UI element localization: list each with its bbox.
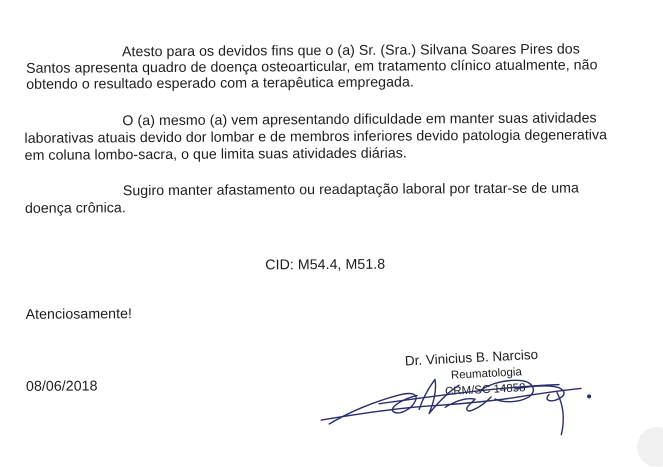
- specialty-stamp: Reumatologia: [450, 366, 523, 382]
- corner-shadow: [637, 427, 663, 467]
- registration-stamp: CRM/SC 14858: [444, 382, 526, 399]
- handwritten-signature: [319, 360, 609, 442]
- closing-text: Atenciosamente!: [25, 306, 133, 323]
- paragraph-1-line-3: obtendo o resultado esperado com a terapêutica empregada.: [26, 74, 414, 93]
- paragraph-3-line-1: Sugiro manter afastamento ou readaptação laboral por tratar-se de uma: [122, 180, 580, 200]
- date-text: 08/06/2018: [25, 378, 98, 395]
- paragraph-2-line-2: laborativas atuais devido dor lombar e de membros inferiores devido patologia degenerativa: [24, 127, 608, 147]
- paragraph-2-line-1: O (a) mesmo (a) vem apresentando dificuldade em manter suas atividades: [122, 110, 597, 130]
- paragraph-3-line-2: doença crônica.: [24, 200, 126, 217]
- paragraph-1-line-2: Santos apresenta quadro de doença osteoarticular, em tratamento clínico atualmente, não: [26, 57, 598, 77]
- cid-codes: CID: M54.4, M51.8: [265, 256, 386, 274]
- paragraph-1-line-1: Atesto para os devidos fins que o (a) Sr. (Sra.) Silvana Soares Pires dos: [121, 41, 580, 61]
- paragraph-2-line-3: em coluna lombo-sacra, o que limita suas atividades diárias.: [24, 145, 407, 164]
- doctor-name-stamp: Dr. Vinicius B. Narciso: [404, 346, 539, 369]
